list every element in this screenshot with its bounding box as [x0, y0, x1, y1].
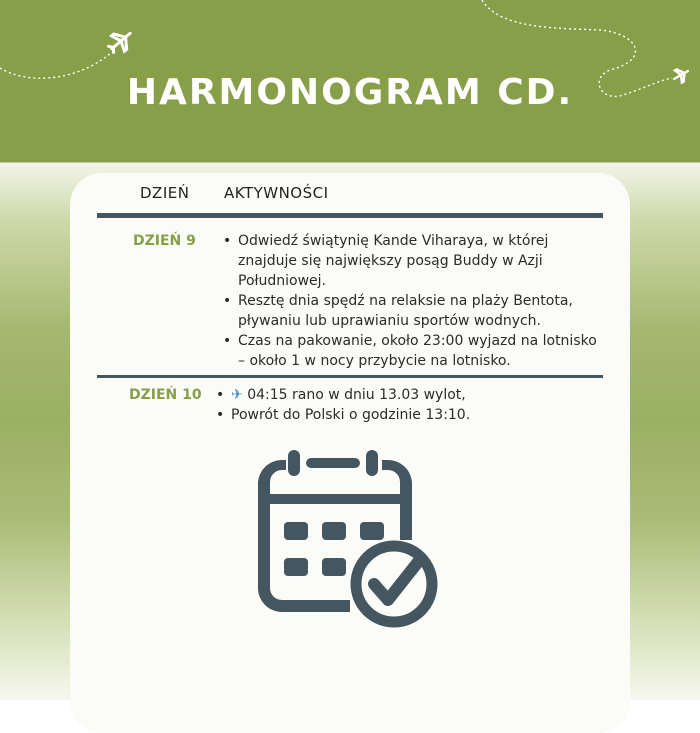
- activity-item: • Resztę dnia spędź na relaksie na plaży Bentota, pływaniu lub uprawianiu sportów wodnych.: [220, 291, 602, 331]
- activity-list: [213, 385, 593, 425]
- row-divider: [97, 375, 603, 378]
- day-label: DZIEŃ 9: [133, 233, 196, 249]
- activity-item: • Powrót do Polski o godzinie 13:10.: [213, 405, 593, 425]
- activity-item: • Odwiedź świątynię Kande Viharaya, w której znajduje się największy posąg Buddy w Azji Południowej.: [220, 231, 602, 291]
- page-title: HARMONOGRAM CD.: [126, 72, 574, 113]
- calendar-check-icon: [258, 448, 442, 634]
- activity-text: 04:15 rano w dniu 13.03 wylot,: [247, 387, 466, 403]
- activity-list: [220, 231, 602, 371]
- airplane-icon: ✈: [231, 387, 243, 403]
- day-label: DZIEŃ 10: [129, 387, 202, 403]
- column-header-activities: AKTYWNOŚCI: [224, 184, 329, 202]
- activity-item: • Czas na pakowanie, około 23:00 wyjazd na lotnisko – około 1 w nocy przybycie na lotnisko.: [220, 331, 602, 371]
- activity-item: [213, 385, 593, 405]
- header-divider: [97, 213, 603, 218]
- column-header-day: DZIEŃ: [140, 184, 190, 202]
- airplane-icon: [105, 26, 137, 57]
